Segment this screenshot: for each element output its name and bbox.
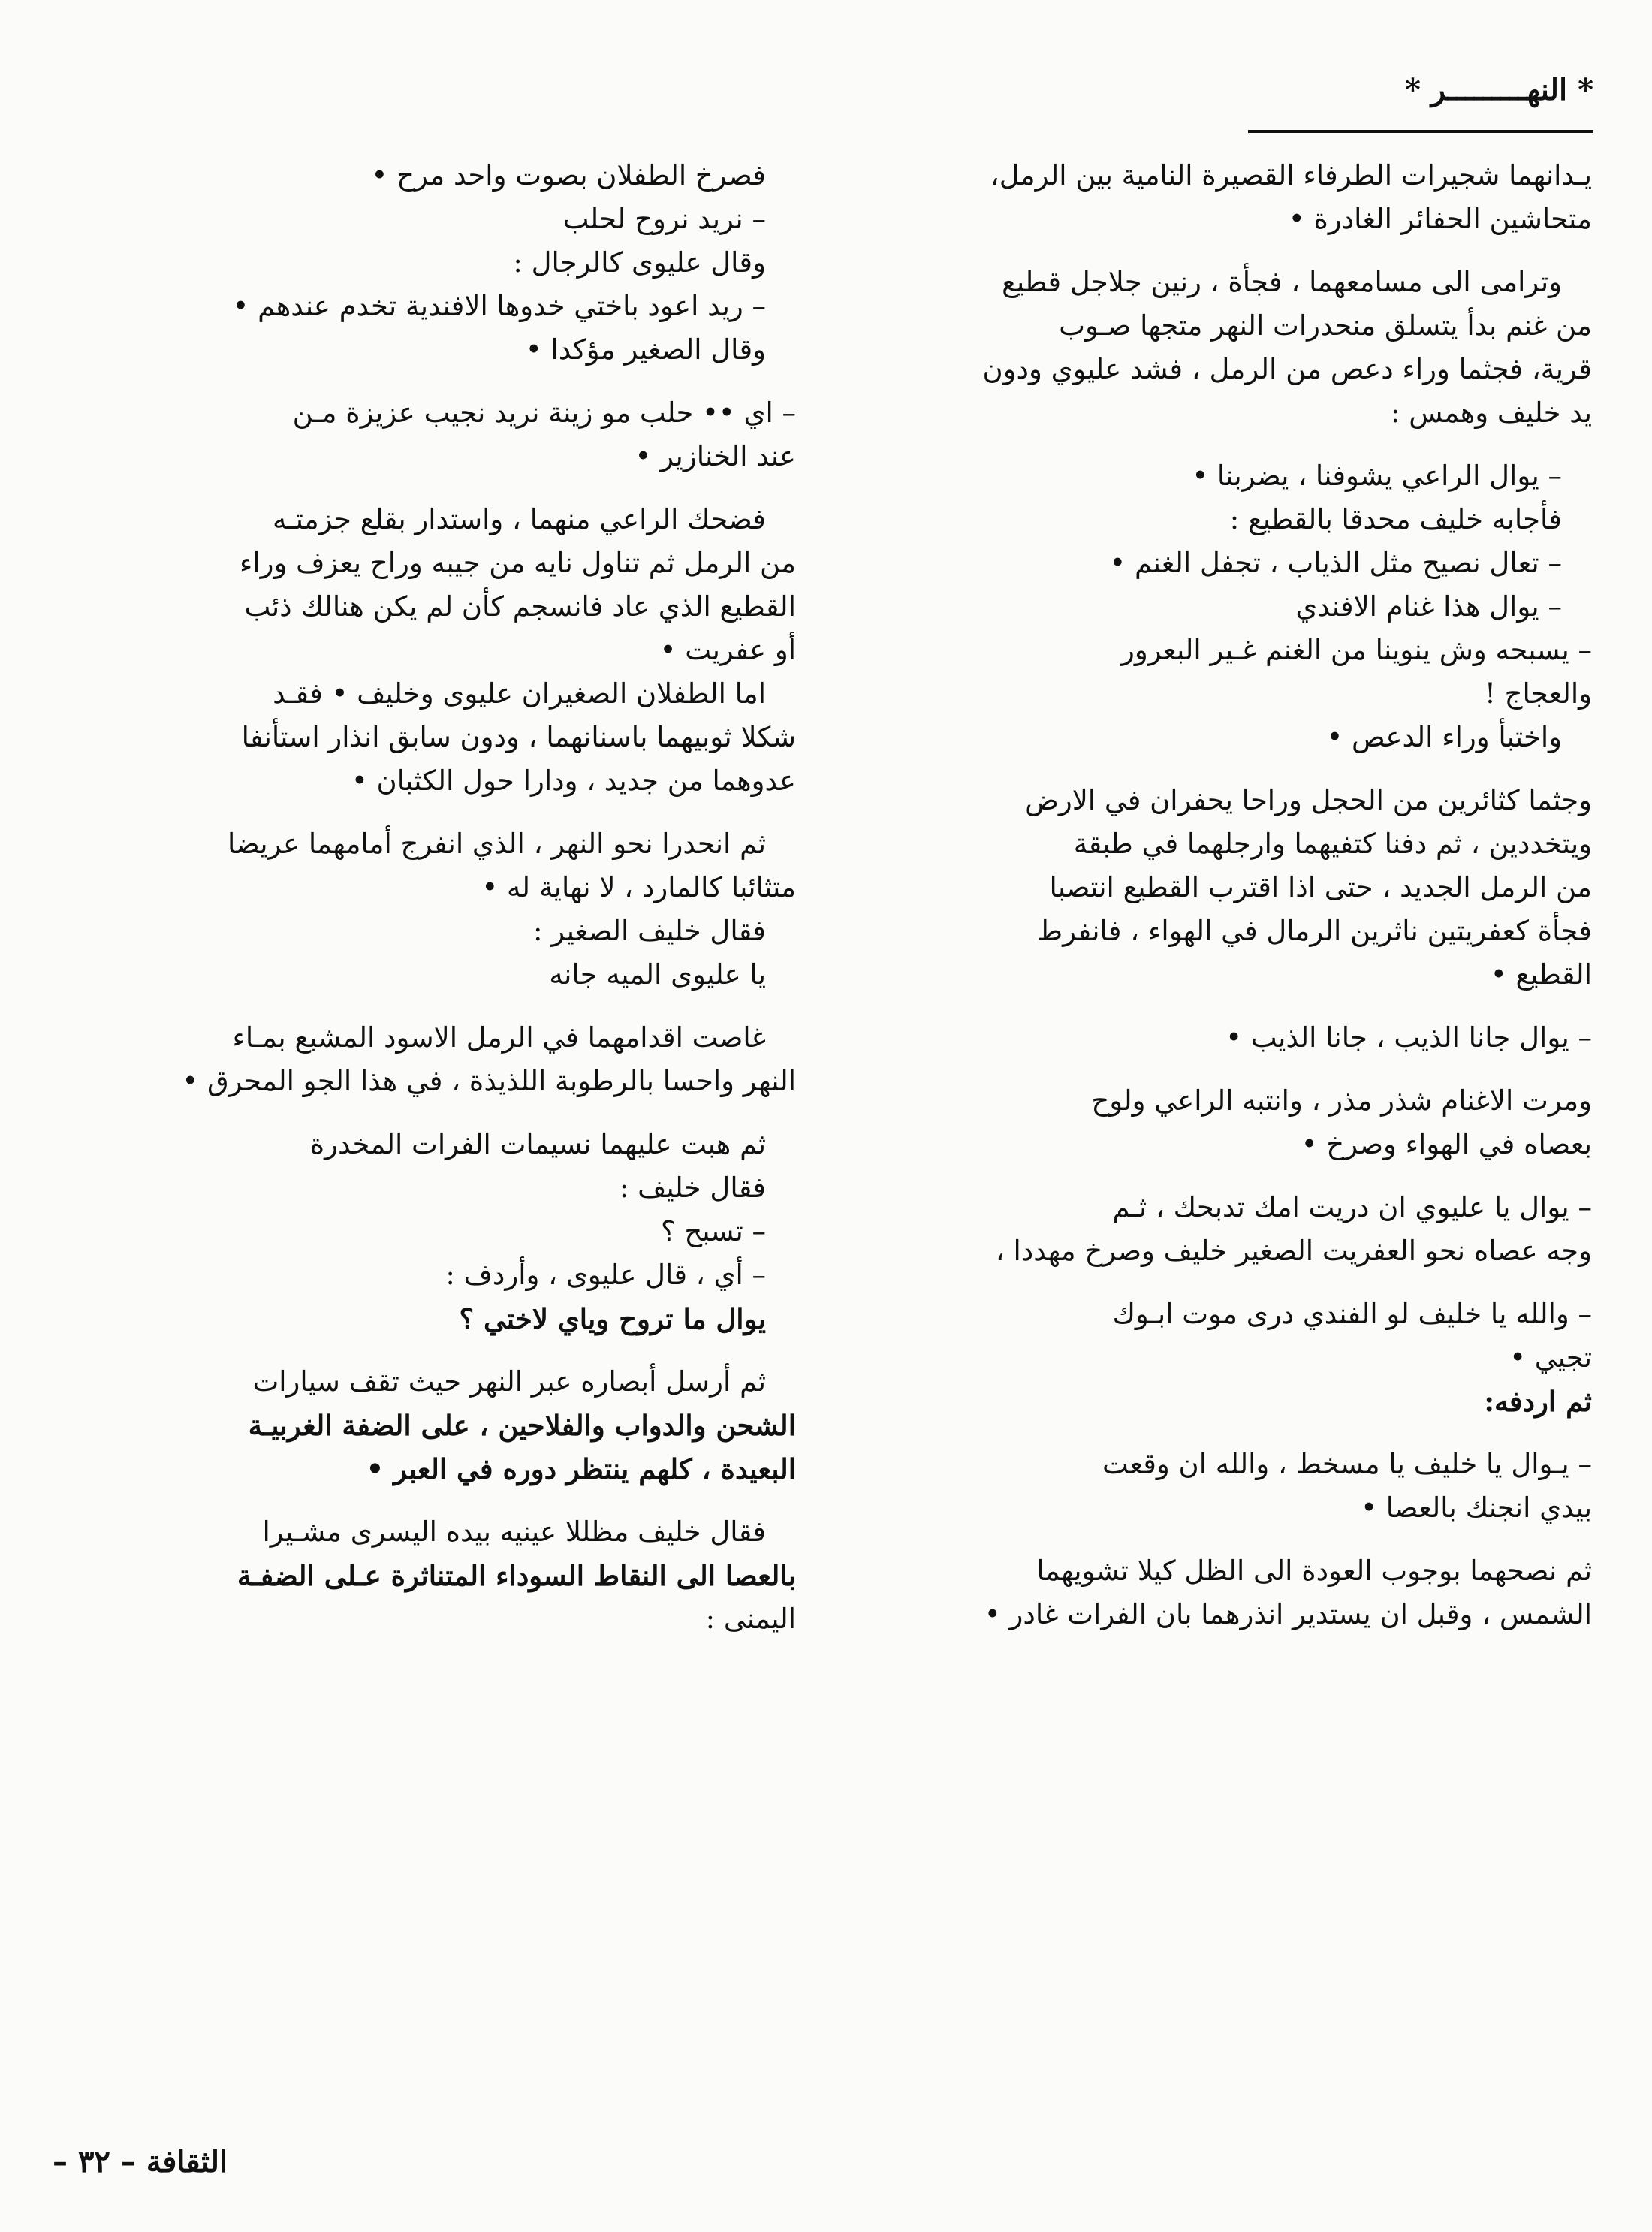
text-line: اما الطفلان الصغيران عليوى وخليف • فقـد [273,677,766,710]
text-line: وقال الصغير مؤكدا • [525,333,766,366]
text-line: فجأة كعفريتين ناثرين الرمال في الهواء ، فانفرط [1036,915,1592,947]
text-line: اليمنى : [705,1603,796,1635]
text-line: – يـوال يا خليف يا مسخط ، والله ان وقعت [1102,1448,1592,1480]
magazine-section-title: * النهـــــــــر * [1404,72,1593,107]
text-line: وجه عصاه نحو العفريت الصغير خليف وصرخ مهددا ، [995,1235,1592,1267]
text-line: وجثما كثائرين من الحجل وراحا يحفران في الارض [1025,784,1592,816]
text-line: وترامى الى مسامعهما ، فجأة ، رنين جلاجل قطيع [1002,266,1562,298]
text-line: فصرخ الطفلان بصوت واحد مرح • [371,159,766,192]
text-line: ثم أرسل أبصاره عبر النهر حيث تقف سيارات [252,1365,766,1398]
text-line: – يوال هذا غنام الافندي [1295,590,1562,623]
text-line: وقال عليوى كالرجال : [513,246,766,279]
text-line: البعيدة ، كلهم ينتظر دوره في العبر • [366,1452,796,1485]
right-text-column [871,154,1592,1636]
text-line: ثم اردفه: [1484,1385,1592,1418]
text-line: – أي ، قال عليوى ، وأردف : [445,1259,766,1291]
text-line: – ريد اعود باختي خدوها الافندية تخدم عندهم • [232,290,766,322]
text-line: – تسبح ؟ [660,1215,766,1247]
text-line: متثائبا كالمارد ، لا نهاية له • [481,871,796,903]
page-footer: الثقافة – ٣٢ – [53,2144,228,2179]
text-line: فأجابه خليف محدقا بالقطيع : [1229,503,1562,535]
header-rule [1248,130,1593,133]
text-line: يد خليف وهمس : [1391,397,1592,429]
left-text-column [75,154,796,1641]
text-line: غاصت اقدامهما في الرمل الاسود المشبع بمـاء [232,1021,766,1054]
text-line: الشمس ، وقبل ان يستدير انذرهما بان الفرات غادر • [984,1598,1592,1630]
text-line: القطيع الذي عاد فانسجم كأن لم يكن هنالك ذئب [244,590,796,623]
text-line: والعجاج ! [1485,677,1592,710]
text-line: – والله يا خليف لو الفندي درى موت ابـوك [1112,1298,1592,1330]
text-line: متحاشين الحفائر الغادرة • [1288,203,1592,235]
text-line: ثم هبت عليهما نسيمات الفرات المخدرة [309,1128,766,1160]
text-line: ومرت الاغنام شذر مذر ، وانتبه الراعي ولوح [1091,1084,1592,1117]
text-line: يـدانهما شجيرات الطرفاء القصيرة النامية بين الرمل، [990,159,1592,192]
text-line: – تعال نصيح مثل الذياب ، تجفل الغنم • [1109,547,1562,579]
text-line: فقال خليف مظللا عينيه بيده اليسرى مشـيرا [262,1516,766,1548]
text-line: الشحن والدواب والفلاحين ، على الضفة الغربيـة [248,1409,796,1442]
text-line: فقال خليف الصغير : [533,915,766,947]
text-line: – نريد نروح لحلب [562,203,766,235]
text-line: بعصاه في الهواء وصرخ • [1301,1128,1592,1160]
text-line: أو عفريت • [659,634,796,666]
text-line: شكلا ثوبيهما باسنانهما ، ودون سابق انذار استأنفا [241,721,796,753]
text-line: من غنم بدأ يتسلق منحدرات النهر متجها صـوب [1059,309,1592,342]
text-line: – يوال يا عليوي ان دريت امك تدبحك ، ثـم [1112,1191,1592,1223]
text-line: – يوال الراعي يشوفنا ، يضربنا • [1192,460,1562,492]
text-line: فضحك الراعي منهما ، واستدار بقلع جزمتـه [272,503,766,535]
text-line: عند الخنازير • [635,440,796,472]
text-line: النهر واحسا بالرطوبة اللذيذة ، في هذا الجو المحرق • [182,1065,796,1097]
text-line: فقال خليف : [619,1172,766,1204]
text-line: عدوهما من جديد ، ودارا حول الكثبان • [351,765,796,797]
text-line: بالعصا الى النقاط السوداء المتناثرة عـلى الضفـة [237,1559,796,1592]
text-line: ثم انحدرا نحو النهر ، الذي انفرج أمامهما عريضا [227,828,766,860]
text-line: من الرمل الجديد ، حتى اذا اقترب القطيع انتصبا [1049,871,1592,903]
text-line: واختبأ وراء الدعص • [1326,721,1562,753]
text-line: – اي •• حلب مو زينة نريد نجيب عزيزة مـن [292,397,796,429]
text-line: ثم نصحهما بوجوب العودة الى الظل كيلا تشويهما [1036,1555,1592,1587]
text-line: يا عليوى الميه جانه [549,958,766,991]
text-line: القطيع • [1490,958,1592,991]
text-line: من الرمل ثم تناول نايه من جيبه وراح يعزف وراء [239,547,796,579]
page-header [1248,71,1593,109]
text-line: قرية، فجثما وراء دعص من الرمل ، فشد عليوي ودون [982,353,1592,385]
text-line: – يسبحه وش ينوينا من الغنم غـير البعرور [1120,634,1592,666]
text-line: – يوال جانا الذيب ، جانا الذيب • [1225,1021,1592,1054]
text-line: تجيي • [1509,1341,1592,1374]
text-line: بيدي انجنك بالعصا • [1361,1492,1592,1524]
text-line: ويتخددين ، ثم دفنا كتفيهما وارجلهما في طبقة [1073,828,1592,860]
text-line: يوال ما تروح وياي لاختي ؟ [459,1302,766,1335]
